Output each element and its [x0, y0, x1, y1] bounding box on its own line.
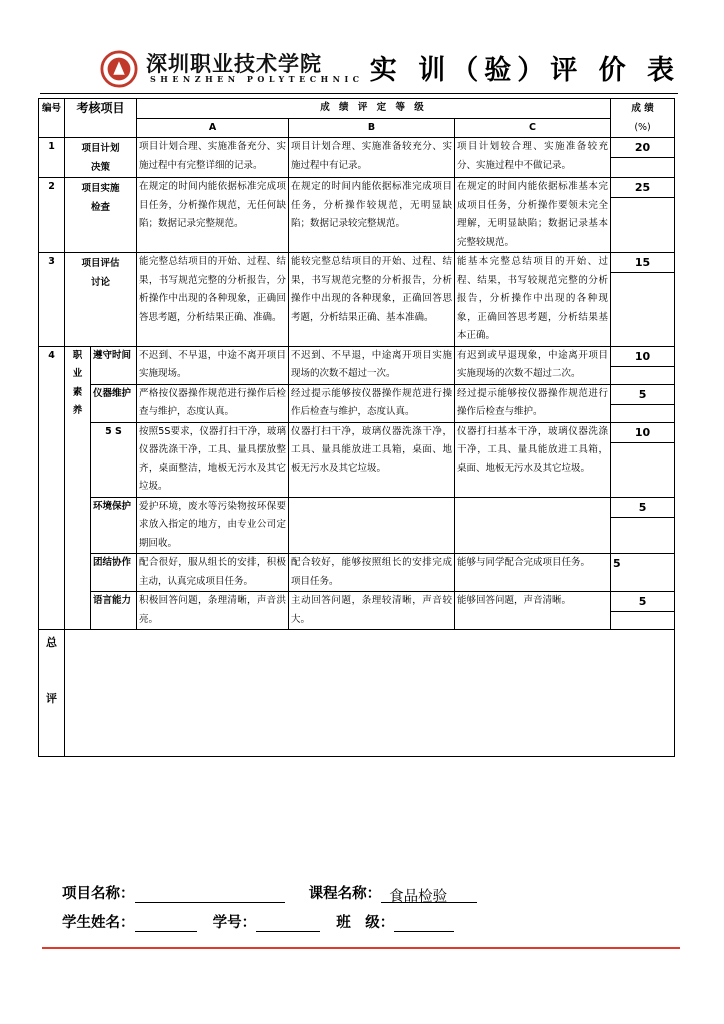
header-score-label: 成 绩	[631, 103, 654, 114]
criteria-c: 能基本完整总结项目的开始、过程、结果，书写较规范完整的分析报告，分析操作中出现的各种现象，正确回答思考题，分析结果基本正确。	[455, 253, 611, 347]
criteria-b: 仪器打扫干净，玻璃仪器洗涤干净，工具、量具能放进工具箱，桌面、地板无污水及其它垃圾。	[289, 422, 455, 497]
course-name-label: 课程名称：	[308, 886, 382, 902]
criteria-a: 配合很好，服从组长的安排，积极主动，认真完成项目任务。	[137, 554, 289, 592]
score-value: 5	[613, 557, 621, 570]
summary-input[interactable]	[65, 630, 675, 757]
criteria-b: 在规定的时间内能依据标准完成项目任务，分析操作较规范，无明显缺陷；数据记录较完整规范。	[289, 178, 455, 253]
row-num: 2	[39, 178, 65, 253]
footer-line-1	[62, 882, 477, 903]
header-grade: 成 绩 评 定 等 级	[137, 99, 611, 119]
sub-item: 语言能力	[91, 592, 137, 630]
criteria-c: 仪器打扫基本干净，玻璃仪器洗涤干净，工具、量具能放进工具箱，桌面、地板无污水及其它垃圾。	[455, 422, 611, 497]
score-value: 5	[611, 385, 674, 405]
score-value: 20	[611, 138, 674, 158]
score-cell	[611, 384, 675, 422]
score-value: 10	[611, 347, 674, 367]
criteria-c: 项目计划较合理、实施准备较充分、实施过程中不做记录。	[455, 138, 611, 178]
row-num: 4	[39, 346, 65, 630]
page-header	[40, 40, 680, 90]
score-cell	[611, 497, 675, 554]
criteria-b: 项目计划合理、实施准备较充分、实施过程中有记录。	[289, 138, 455, 178]
table-row	[39, 554, 675, 592]
criteria-b	[289, 497, 455, 554]
footer-line-2	[62, 911, 454, 932]
summary-label-2: 评	[46, 692, 57, 705]
class-field[interactable]	[394, 914, 454, 932]
criteria-a: 严格按仪器操作规范进行操作后检查与维护，态度认真。	[137, 384, 289, 422]
criteria-a: 在规定的时间内能依据标准完成项目任务，分析操作规范，无任何缺陷；数据记录完整规范。	[137, 178, 289, 253]
sub-item: 仪器维护	[91, 384, 137, 422]
summary-label-cell	[39, 630, 65, 757]
row-num: 3	[39, 253, 65, 347]
criteria-c: 能够与同学配合完成项目任务。	[455, 554, 611, 592]
score-cell	[611, 592, 675, 630]
sub-item: 5 S	[91, 422, 137, 497]
criteria-c: 经过提示能够按仪器操作规范进行操作后检查与维护。	[455, 384, 611, 422]
page-title: 实 训（验）评 价 表	[369, 55, 680, 86]
criteria-a: 积极回答问题，条理清晰，声音洪亮。	[137, 592, 289, 630]
score-value: 10	[611, 423, 674, 443]
table-row	[39, 138, 675, 178]
table-row	[39, 422, 675, 497]
criteria-b: 主动回答问题，条理较清晰，声音较大。	[289, 592, 455, 630]
project-name-field[interactable]	[135, 885, 285, 903]
criteria-a: 项目计划合理、实施准备充分、实施过程中有完整详细的记录。	[137, 138, 289, 178]
score-value: 5	[611, 592, 674, 612]
row-item: 项目计划决策	[65, 138, 137, 178]
header-a: A	[137, 118, 289, 138]
group-label: 职业素养	[65, 346, 91, 630]
score-cell	[611, 138, 675, 178]
school-logo-icon	[100, 50, 138, 88]
score-cell	[611, 253, 675, 347]
evaluation-table	[38, 98, 675, 757]
score-cell	[611, 554, 675, 592]
criteria-c: 能够回答问题，声音清晰。	[455, 592, 611, 630]
sub-item: 环境保护	[91, 497, 137, 554]
header-score	[611, 99, 675, 138]
summary-row	[39, 630, 675, 757]
row-item: 项目实施检查	[65, 178, 137, 253]
criteria-b: 不迟到、不早退，中途离开项目实施现场的次数不超过一次。	[289, 346, 455, 384]
criteria-a: 能完整总结项目的开始、过程、结果，书写规范完整的分析报告，分析操作中出现的各种现象，正确回答思考题，分析结果正确、准确。	[137, 253, 289, 347]
score-value: 15	[611, 253, 674, 273]
sub-item: 团结协作	[91, 554, 137, 592]
criteria-c: 在规定的时间内能依据标准基本完成项目任务，分析操作要领未完全理解，无明显缺陷；数据记录基本完整较规范。	[455, 178, 611, 253]
score-cell	[611, 422, 675, 497]
student-id-field[interactable]	[256, 914, 320, 932]
header-item: 考核项目	[65, 99, 137, 138]
header-num: 编号	[39, 99, 65, 138]
criteria-b: 经过提示能够按仪器操作规范进行操作后检查与维护，态度认真。	[289, 384, 455, 422]
table-row	[39, 384, 675, 422]
row-num: 1	[39, 138, 65, 178]
table-header-row	[39, 99, 675, 119]
school-name-cn: 深圳职业技术学院	[146, 51, 322, 76]
summary-label-1: 总	[46, 636, 57, 649]
student-id-label: 学号：	[212, 915, 257, 931]
criteria-a: 不迟到、不早退，中途不离开项目实施现场。	[137, 346, 289, 384]
criteria-b: 能较完整总结项目的开始、过程、结果，书写规范完整的分析报告，分析操作中出现的各种现象，正确回答思考题，分析结果正确、基本准确。	[289, 253, 455, 347]
criteria-a: 爱护环境，废水等污染物按环保要求放入指定的地方，由专业公司定期回收。	[137, 497, 289, 554]
table-row	[39, 346, 675, 384]
header-c: C	[455, 118, 611, 138]
project-name-label: 项目名称：	[62, 886, 135, 902]
table-row	[39, 253, 675, 347]
row-item: 项目评估讨论	[65, 253, 137, 347]
course-name-field[interactable]: 食品检验	[381, 885, 477, 903]
criteria-a: 按照5S要求，仪器打扫干净，玻璃仪器洗涤干净，工具、量具摆放整齐，桌面整洁，地板无污水及其它垃圾。	[137, 422, 289, 497]
score-value: 25	[611, 178, 674, 198]
school-name-en: SHENZHEN POLYTECHNIC	[150, 74, 364, 84]
criteria-b: 配合较好，能够按照组长的安排完成项目任务。	[289, 554, 455, 592]
table-row	[39, 178, 675, 253]
score-value: 5	[611, 498, 674, 518]
table-row	[39, 592, 675, 630]
sub-item: 遵守时间	[91, 346, 137, 384]
student-name-field[interactable]	[135, 914, 197, 932]
score-cell	[611, 346, 675, 384]
header-score-unit: (%)	[634, 122, 651, 133]
score-cell	[611, 178, 675, 253]
table-row	[39, 497, 675, 554]
criteria-c: 有迟到或早退现象，中途离开项目实施现场的次数不超过二次。	[455, 346, 611, 384]
criteria-c	[455, 497, 611, 554]
student-name-label: 学生姓名：	[62, 915, 135, 931]
class-label: 班 级：	[336, 915, 395, 931]
header-divider	[40, 93, 678, 94]
footer-divider	[42, 947, 680, 949]
header-b: B	[289, 118, 455, 138]
